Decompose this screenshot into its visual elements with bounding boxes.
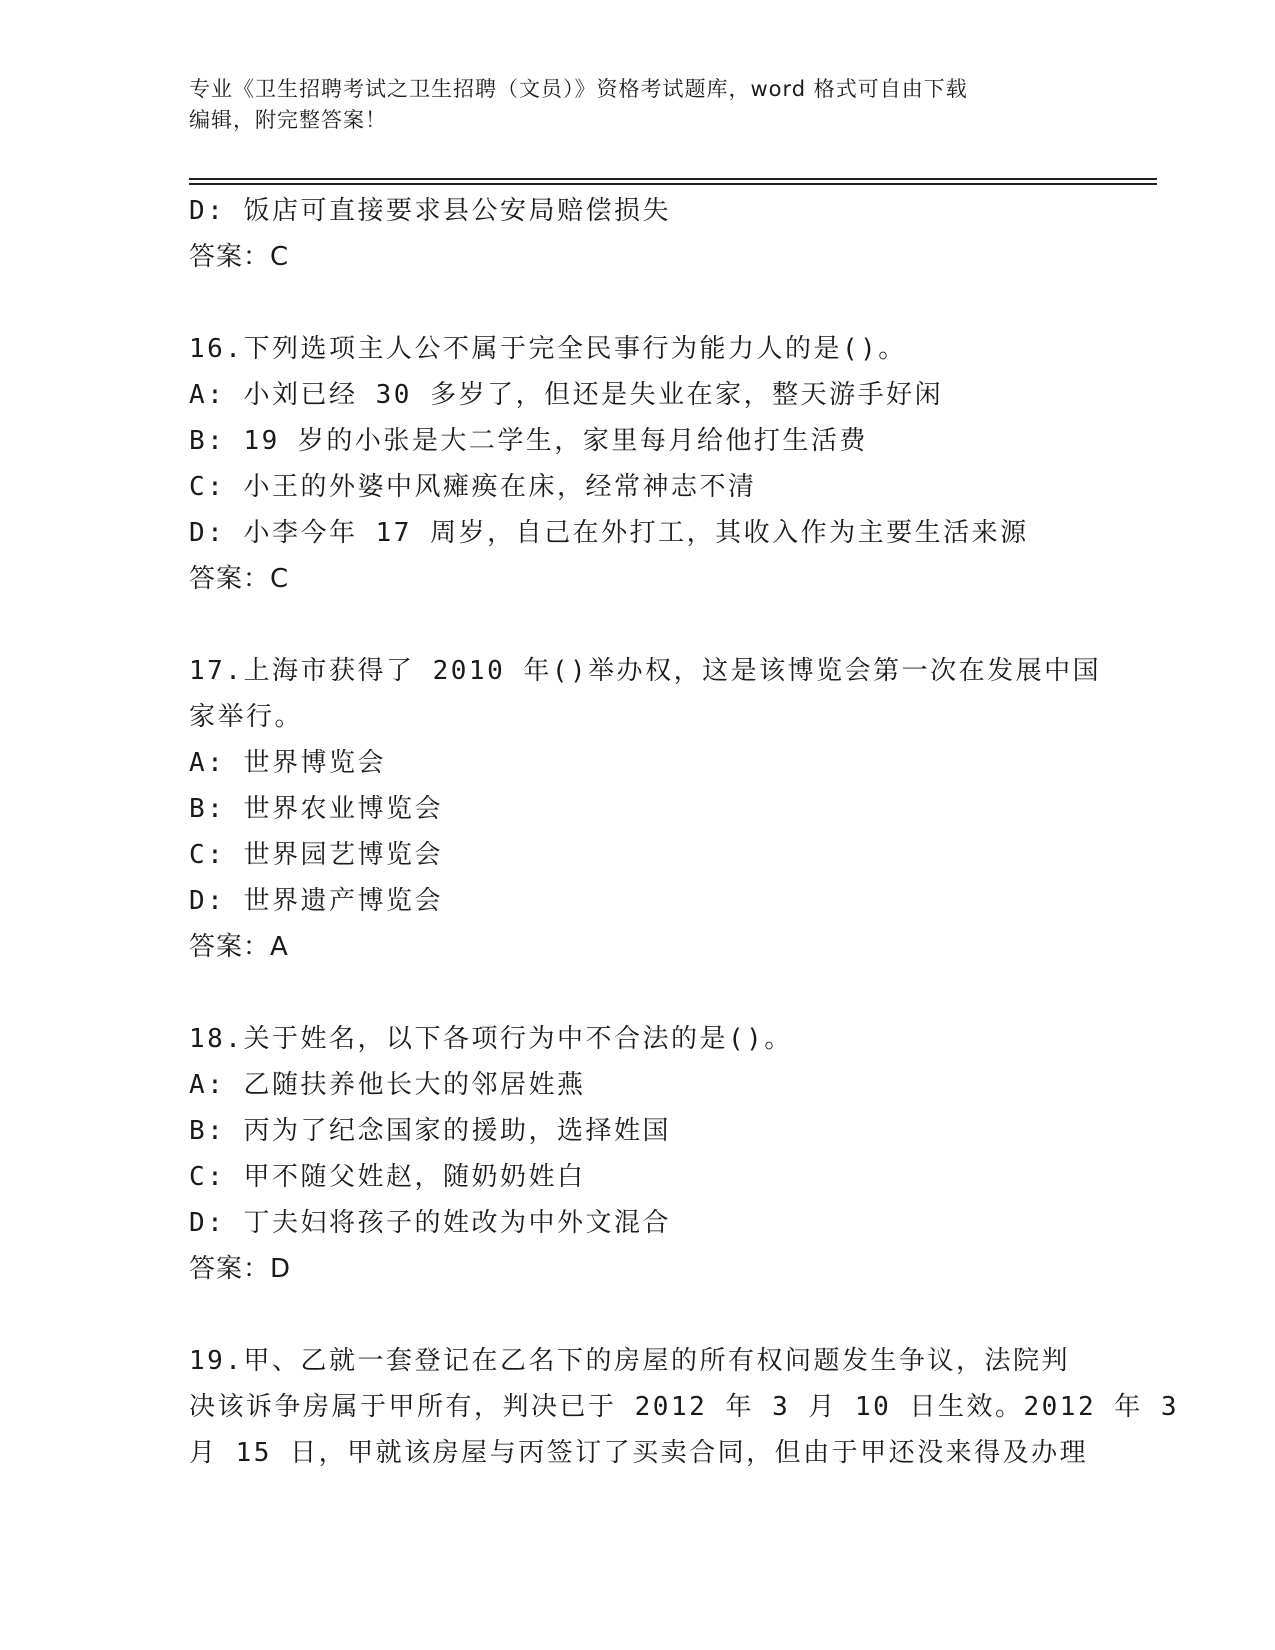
option-c: C: 甲不随父姓赵，随奶奶姓白 bbox=[189, 1162, 586, 1192]
header-line-2: 编辑，附完整答案！ bbox=[189, 108, 387, 132]
answer: 答案：A bbox=[189, 932, 289, 962]
option-d: D: 小李今年 17 周岁，自己在外打工，其收入作为主要生活来源 bbox=[189, 518, 1029, 548]
question-stem-continued: 家举行。 bbox=[189, 702, 304, 732]
question-stem: 17.上海市获得了 2010 年()举办权，这是该博览会第一次在发展中国 bbox=[189, 656, 1102, 686]
spacer bbox=[189, 970, 1089, 1016]
question-18 bbox=[189, 1016, 1089, 1292]
question-list bbox=[189, 188, 1180, 1476]
prev-option-d: D: 饭店可直接要求县公安局赔偿损失 bbox=[189, 196, 671, 226]
question-stem-continued: 决该诉争房属于甲所有，判决已于 2012 年 3 月 10 日生效。2012 年 3 bbox=[189, 1392, 1180, 1422]
spacer bbox=[189, 1292, 1089, 1338]
header-line-1: 专业《卫生招聘考试之卫生招聘（文员）》资格考试题库，word 格式可自由下载 bbox=[189, 77, 968, 101]
spacer bbox=[189, 280, 1089, 326]
option-c: C: 小王的外婆中风瘫痪在床，经常神志不清 bbox=[189, 472, 757, 502]
question-stem: 19.甲、乙就一套登记在乙名下的房屋的所有权问题发生争议，法院判 bbox=[189, 1346, 1070, 1376]
answer: 答案：D bbox=[189, 1254, 292, 1284]
question-stem: 16.下列选项主人公不属于完全民事行为能力人的是()。 bbox=[189, 334, 907, 364]
question-16 bbox=[189, 326, 1089, 602]
option-a: A: 世界博览会 bbox=[189, 748, 386, 778]
question-stem-continued: 月 15 日，甲就该房屋与丙签订了买卖合同，但由于甲还没来得及办理 bbox=[189, 1438, 1089, 1468]
question-17 bbox=[189, 648, 1102, 970]
option-b: B: 19 岁的小张是大二学生，家里每月给他打生活费 bbox=[189, 426, 868, 456]
question-stem: 18.关于姓名，以下各项行为中不合法的是()。 bbox=[189, 1024, 793, 1054]
spacer bbox=[189, 602, 1089, 648]
option-a: A: 乙随扶养他长大的邻居姓燕 bbox=[189, 1070, 586, 1100]
option-a: A: 小刘已经 30 多岁了，但还是失业在家，整天游手好闲 bbox=[189, 380, 944, 410]
header-rule-top bbox=[189, 178, 1157, 180]
prev-answer: 答案：C bbox=[189, 242, 290, 272]
header-rule-bottom bbox=[189, 183, 1157, 185]
option-c: C: 世界园艺博览会 bbox=[189, 840, 443, 870]
option-b: B: 丙为了纪念国家的援助，选择姓国 bbox=[189, 1116, 671, 1146]
answer: 答案：C bbox=[189, 564, 290, 594]
question-19 bbox=[189, 1338, 1180, 1476]
document-header bbox=[189, 74, 1089, 136]
option-b: B: 世界农业博览会 bbox=[189, 794, 443, 824]
option-d: D: 世界遗产博览会 bbox=[189, 886, 443, 916]
option-d: D: 丁夫妇将孩子的姓改为中外文混合 bbox=[189, 1208, 671, 1238]
